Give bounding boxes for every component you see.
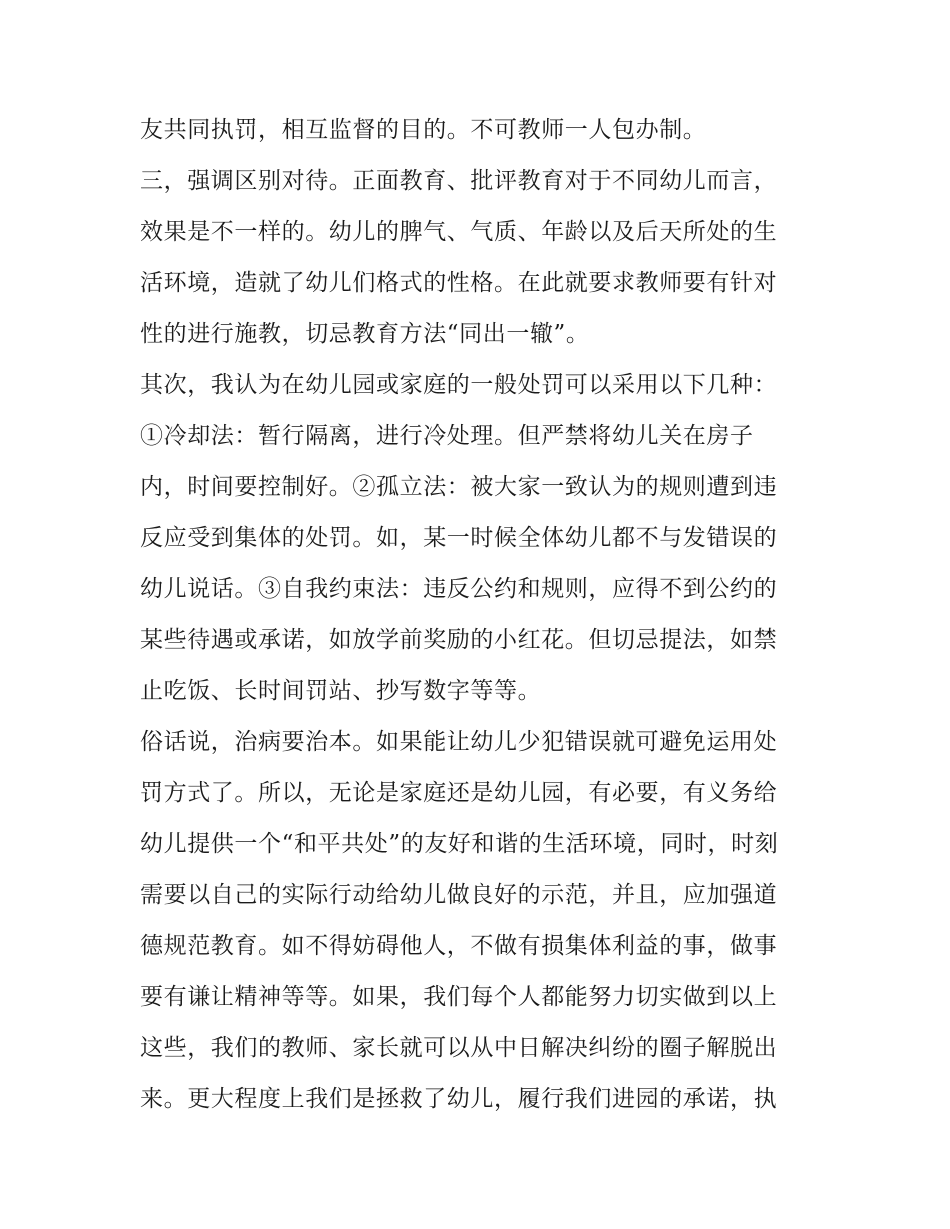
text-line: 这些，我们的教师、家长就可以从中日解决纠纷的圈子解脱出 <box>140 1035 778 1061</box>
text-line: ①冷却法：暂行隔离，进行冷处理。但严禁将幼儿关在房子 <box>140 423 754 449</box>
text-line: 其次，我认为在幼儿园或家庭的一般处罚可以采用以下几种： <box>140 372 778 398</box>
text-line: 幼儿提供一个“和平共处”的友好和谐的生活环境，同时，时刻 <box>140 831 779 857</box>
text-line: 反应受到集体的处罚。如，某一时候全体幼儿都不与发错误的 <box>140 525 778 551</box>
text-line: 罚方式了。所以，无论是家庭还是幼儿园，有必要，有义务给 <box>140 780 778 806</box>
text-line: 内，时间要控制好。②孤立法：被大家一致认为的规则遭到违 <box>140 474 778 500</box>
text-line: 活环境，造就了幼儿们格式的性格。在此就要求教师要有针对 <box>140 270 778 296</box>
text-line: 三，强调区别对待。正面教育、批评教育对于不同幼儿而言， <box>140 168 778 194</box>
text-line: 性的进行施教，切忌教育方法“同出一辙”。 <box>140 321 590 347</box>
text-line: 来。更大程度上我们是拯救了幼儿，履行我们进园的承诺，执 <box>140 1086 778 1112</box>
text-line: 止吃饭、长时间罚站、抄写数字等等。 <box>140 678 542 704</box>
text-line: 要有谦让精神等等。如果，我们每个人都能努力切实做到以上 <box>140 984 778 1010</box>
text-line: 某些待遇或承诺，如放学前奖励的小红花。但切忌提法，如禁 <box>140 627 778 653</box>
text-line: 友共同执罚，相互监督的目的。不可教师一人包办制。 <box>140 117 707 143</box>
text-line: 德规范教育。如不得妨碍他人，不做有损集体利益的事，做事 <box>140 933 778 959</box>
text-line: 俗话说，治病要治本。如果能让幼儿少犯错误就可避免运用处 <box>140 729 778 755</box>
text-line: 需要以自己的实际行动给幼儿做良好的示范，并且，应加强道 <box>140 882 778 908</box>
text-line: 效果是不一样的。幼儿的脾气、气质、年龄以及后天所处的生 <box>140 219 778 245</box>
text-line: 幼儿说话。③自我约束法：违反公约和规则，应得不到公约的 <box>140 576 778 602</box>
